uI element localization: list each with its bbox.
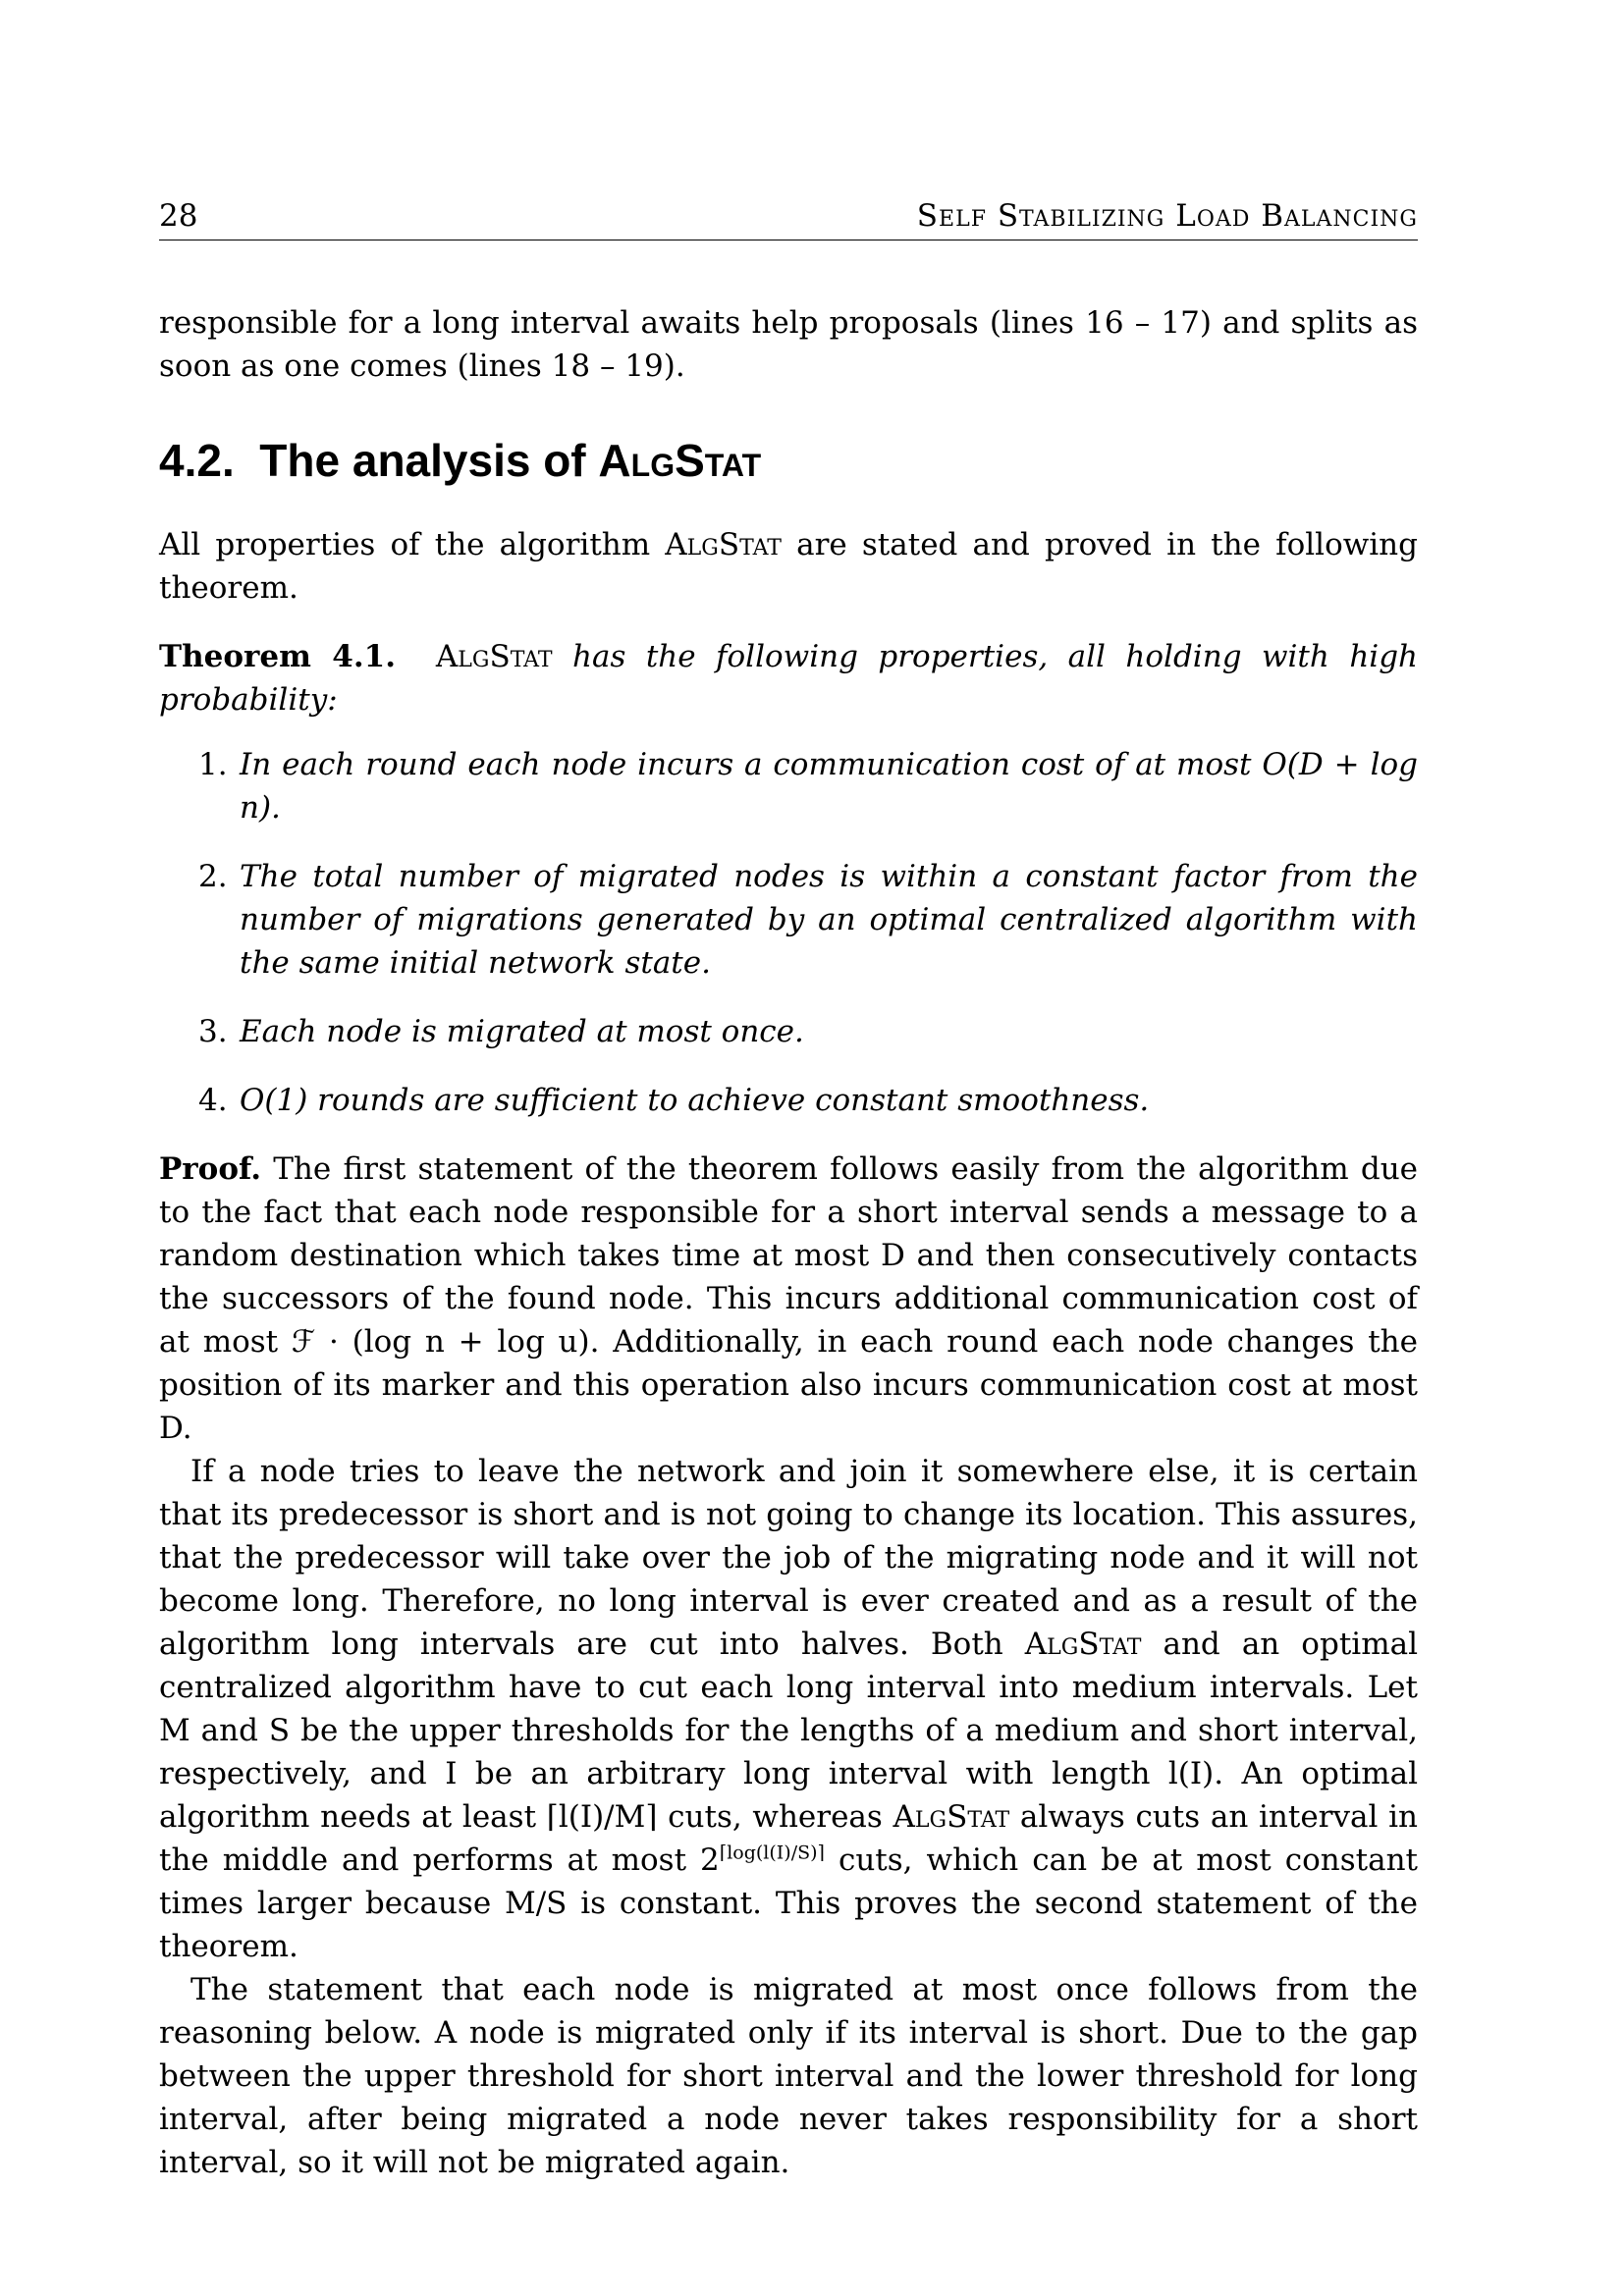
- item-number: 2.: [198, 859, 228, 894]
- section-number: 4.2.: [159, 435, 235, 486]
- proof-paragraph-2: [159, 1450, 1418, 1968]
- item-number: 1.: [198, 747, 228, 782]
- theorem-list: [159, 743, 1418, 1122]
- proof-text-2d: cuts, which can be at most constant times larger because M/S is constant. This proves the second statement of the theorem.: [159, 1842, 1418, 1964]
- proof-text-2c: always cuts an interval in the middle and performs at most 2: [159, 1799, 1419, 1878]
- item-text: In each round each node incurs a communication cost of at most O(D + log n).: [240, 747, 1418, 826]
- proof-paragraph-1: [159, 1148, 1418, 1450]
- proof-paragraph-3: The statement that each node is migrated at most once follows from the reasoning below. A node is migrated only if its interval is short. Due to the gap between the upper threshold for short interval and the lower threshold for long interval, after being migrated a node never takes responsibility for a short interval, so it will not be migrated again.: [159, 1972, 1418, 2180]
- item-number: 4.: [198, 1083, 228, 1118]
- list-item: [198, 743, 1418, 829]
- section-intro-algo: AlgStat: [665, 527, 782, 562]
- proof-text-2a: If a node tries to leave the network and join it somewhere else, it is certain that its predecessor is short and is not going to change its location. This assures, that the predecessor will take over the job of the migrating node and it will not become long. Therefore, no long interval is ever created and as a result of the algorithm long intervals are cut into halves. Both: [159, 1454, 1418, 1662]
- section-intro-after: are stated and proved in the following theorem.: [159, 527, 1418, 606]
- running-header: [159, 196, 1418, 240]
- list-item: [198, 1010, 1418, 1053]
- intro-paragraph: responsible for a long interval awaits help proposals (lines 16 – 17) and splits as soon as one comes (lines 18 – 19).: [159, 305, 1418, 384]
- theorem-algo: AlgStat: [435, 639, 553, 674]
- item-text: O(1) rounds are sufficient to achieve constant smoothness.: [240, 1083, 1150, 1118]
- proof-algo-2: AlgStat: [893, 1799, 1010, 1835]
- proof-text-2b: and an optimal centralized algorithm have to cut each long interval into medium intervals. Let M and S be the upper thresholds for the lengths of a medium and short interval, respectively, and I be an arbitrary long interval with length l(I). An optimal algorithm needs at least ⌈l(I)/M⌉ cuts, whereas: [159, 1627, 1418, 1835]
- list-item: [198, 855, 1418, 985]
- section-intro-before: All properties of the algorithm: [159, 527, 651, 562]
- proof-algo-1: AlgStat: [1024, 1627, 1142, 1662]
- section-intro: [159, 523, 1418, 610]
- section-heading: [159, 433, 1418, 488]
- section-title-prefix: The analysis of: [259, 435, 586, 486]
- item-text: Each node is migrated at most once.: [240, 1014, 804, 1049]
- theorem-statement: [159, 635, 1418, 721]
- page: [159, 196, 1418, 2184]
- running-title: Self Stabilizing Load Balancing: [916, 198, 1418, 234]
- list-item: [198, 1079, 1418, 1122]
- item-number: 3.: [198, 1014, 228, 1049]
- proof-text-1: The first statement of the theorem follows easily from the algorithm due to the fact that each node responsible for a short interval sends a message to a random destination which takes time at most D and then consecutively contacts the successors of the found node. This incurs additional communication cost of at most ℱ · (log n + log u). Additionally, in each round each node changes the position of its marker and this operation also incurs communication cost at most D.: [159, 1151, 1419, 1446]
- proof-label: Proof.: [159, 1151, 262, 1187]
- theorem-label: Theorem 4.1.: [159, 639, 396, 674]
- item-text: The total number of migrated nodes is within a constant factor from the number of migrations generated by an optimal centralized algorithm with the same initial network state.: [240, 859, 1418, 981]
- theorem-text: has the following properties, all holding with high probability:: [159, 639, 1419, 718]
- section-title-algo: AlgStat: [598, 435, 762, 486]
- page-number: 28: [159, 198, 198, 234]
- proof-exponent: ⌈log(l(I)/S)⌉: [719, 1842, 825, 1864]
